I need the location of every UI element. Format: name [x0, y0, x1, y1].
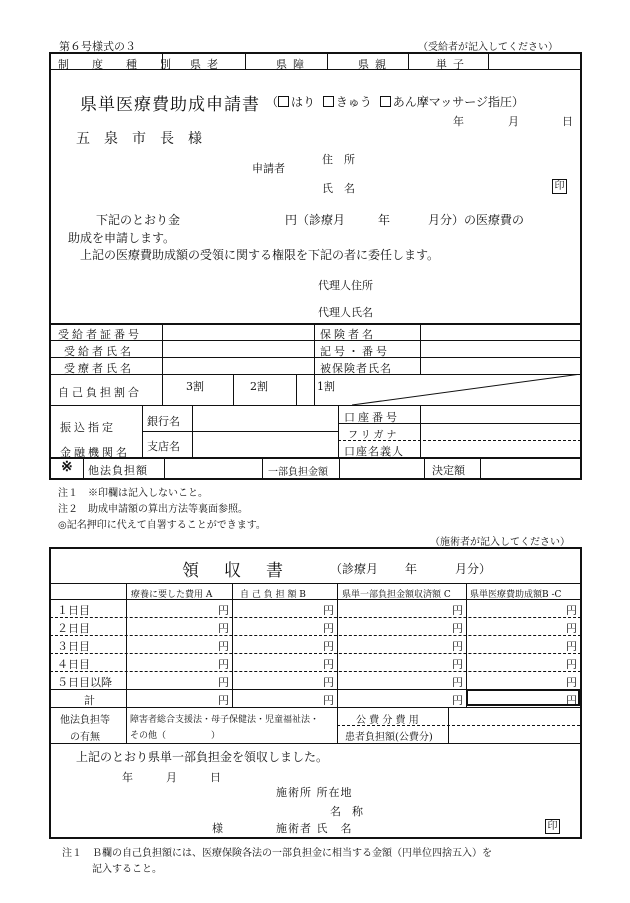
apply-line: 助成を申請します。	[68, 231, 176, 245]
yen-unit[interactable]: 円	[218, 640, 229, 653]
applicant-label: 申請者	[252, 162, 285, 175]
note-3: ◎記名押印に代えて自署することができます。	[58, 520, 266, 531]
other-law-desc-2[interactable]: その他（ ）	[130, 731, 221, 741]
col-c-header: 県単一部負担金額収済額 C	[342, 590, 451, 600]
receipt-date-month: 月	[166, 771, 177, 784]
receipt-title: 領 収 書	[182, 561, 287, 581]
system-type-label: 制 度 種 別	[58, 58, 177, 71]
yen-unit[interactable]: 円	[566, 694, 577, 707]
yen-unit[interactable]: 円	[323, 604, 334, 617]
insurer-label: 保険者名	[320, 328, 376, 341]
addressee: 五 泉 市 長 様	[76, 131, 202, 147]
system-option-kenshin[interactable]: 県親	[358, 58, 392, 71]
note-1: 注１ ※印欄は記入しないこと。	[58, 488, 208, 499]
option-kyu: きゅう	[335, 95, 372, 109]
col-bc-header: 県単医療費助成額B -C	[470, 590, 562, 600]
row-label-4: ４日目	[57, 658, 90, 671]
applicant-address-label: 住 所	[322, 153, 355, 166]
yen-unit[interactable]: 円	[452, 676, 463, 689]
receipt-period-c: 月分）	[455, 562, 492, 576]
date-year: 年	[453, 115, 464, 128]
amount-line-b: 円（診療月	[285, 213, 346, 227]
other-law-label-1: 他法負担等	[60, 715, 110, 726]
date-month: 月	[508, 115, 519, 128]
yen-unit[interactable]: 円	[323, 658, 334, 671]
yen-unit[interactable]: 円	[218, 694, 229, 707]
row-divider	[50, 617, 581, 618]
account-number-label: 口座番号	[344, 411, 400, 424]
treatment-type-options: （ はり きゅう あん摩マッサージ指圧）	[266, 95, 524, 109]
row-label-6: 計	[84, 694, 95, 707]
amount-line-d: 月分）の医療費の	[428, 213, 525, 227]
checkbox-anma[interactable]	[380, 96, 391, 107]
yen-unit[interactable]: 円	[218, 622, 229, 635]
other-burden-label: 他法負担額	[88, 464, 148, 477]
insured-name-label: 被保険者氏名	[320, 362, 392, 375]
row-label-5: ５日目以降	[57, 676, 112, 689]
application-form	[49, 52, 582, 480]
office-name-label: 名 称	[330, 805, 363, 818]
agent-name-label: 代理人氏名	[318, 306, 373, 319]
yen-unit[interactable]: 円	[566, 658, 577, 671]
row-divider	[50, 671, 581, 672]
yen-unit[interactable]: 円	[218, 676, 229, 689]
row-label-1: １日目	[57, 604, 90, 617]
row-divider	[50, 653, 581, 654]
yen-unit[interactable]: 円	[566, 604, 577, 617]
yen-unit[interactable]: 円	[323, 622, 334, 635]
receipt-date-day: 日	[210, 771, 221, 784]
checkbox-hari[interactable]	[278, 96, 289, 107]
form-title: 県単医療費助成申請書	[80, 95, 260, 115]
cert-number-label: 受給者証番号	[58, 328, 142, 341]
copay-3wari[interactable]: 3割	[186, 380, 204, 393]
yen-unit[interactable]: 円	[323, 694, 334, 707]
yen-unit[interactable]: 円	[218, 604, 229, 617]
patient-name-label: 受療者氏名	[64, 362, 134, 375]
receipt-date-year: 年	[122, 771, 133, 784]
option-anma: あん摩マッサージ指圧	[392, 95, 512, 109]
applicant-name-label: 氏 名	[322, 182, 355, 195]
copay-2wari[interactable]: 2割	[250, 380, 268, 393]
recipient-name-label: 受給者氏名	[64, 345, 134, 358]
public-cost-label: 公 費 分 費 用	[356, 715, 419, 726]
copay-1wari[interactable]: 1割	[317, 380, 335, 393]
total-subsidy-cell[interactable]	[466, 689, 580, 706]
practitioner-instruction: （施術者が記入してください）	[430, 537, 570, 548]
col-b-header: 自 己 負 担 額 B	[240, 590, 306, 600]
delegation-line: 上記の医療費助成額の受領に関する権限を下記の者に委任します。	[80, 248, 440, 262]
copay-label: 自己負担割合	[58, 386, 142, 399]
practitioner-name-label: 施術者 氏 名	[276, 822, 353, 835]
yen-unit[interactable]: 円	[452, 604, 463, 617]
furigana-label: フリガナ	[348, 430, 400, 441]
other-law-label-2: の有無	[70, 732, 100, 743]
date-day: 日	[562, 115, 573, 128]
footnote-1: 注１ Ｂ欄の自己負担額には、医療保険各法の一部負担金に相当する金額（円単位四捨五入）を	[62, 848, 492, 859]
note-2: 注２ 助成申請額の算出方法等裏面参照。	[58, 504, 248, 515]
row-label-3: ３日目	[57, 640, 90, 653]
other-law-desc-1: 障害者総合支援法・母子保健法・児童福祉法・	[130, 715, 320, 725]
yen-unit[interactable]: 円	[323, 676, 334, 689]
yen-unit[interactable]: 円	[452, 658, 463, 671]
sama-label: 様	[212, 822, 223, 835]
form-number: 第６号様式の３	[59, 40, 136, 53]
applicant-instruction: （受給者が記入してください）	[418, 42, 558, 53]
symbol-number-label: 記号・番号	[320, 345, 390, 358]
system-option-kensho[interactable]: 県障	[276, 58, 310, 71]
amount-line-c: 年	[378, 213, 391, 227]
copay-strike-line	[352, 374, 581, 405]
bank-name-label: 銀行名	[147, 415, 180, 428]
account-holder-label: 口座名義人	[344, 445, 404, 458]
branch-name-label: 支店名	[147, 440, 180, 453]
yen-unit[interactable]: 円	[566, 640, 577, 653]
yen-unit[interactable]: 円	[323, 640, 334, 653]
amount-line-a: 下記のとおり金	[96, 213, 181, 227]
footnote-2: 記入すること。	[92, 864, 162, 875]
transfer-label: 振込指定	[60, 421, 116, 434]
agent-address-label: 代理人住所	[318, 279, 373, 292]
system-option-tanshi[interactable]: 単子	[436, 58, 470, 71]
office-address-label: 施術所 所在地	[276, 786, 353, 799]
yen-unit[interactable]: 円	[452, 694, 463, 707]
system-option-kenro[interactable]: 県老	[190, 58, 224, 71]
yen-unit[interactable]: 円	[452, 622, 463, 635]
partial-burden-label: 一部負担金額	[268, 467, 328, 478]
yen-unit[interactable]: 円	[452, 640, 463, 653]
yen-unit[interactable]: 円	[566, 622, 577, 635]
col-a-header: 療養に要した費用 A	[131, 590, 213, 600]
receipt-period-b: 年	[405, 562, 418, 576]
yen-unit[interactable]: 円	[218, 658, 229, 671]
applicant-seal: 印	[552, 179, 567, 194]
received-statement: 上記のとおり県単一部負担金を領収しました。	[76, 750, 329, 764]
office-use-mark: ※	[61, 459, 73, 475]
yen-unit[interactable]: 円	[566, 676, 577, 689]
row-label-2: ２日目	[57, 622, 90, 635]
practitioner-seal: 印	[545, 819, 560, 834]
decision-label: 決定額	[432, 464, 465, 477]
receipt-period-a: （診療月	[330, 562, 379, 576]
option-hari: はり	[291, 95, 316, 109]
checkbox-kyu[interactable]	[323, 96, 334, 107]
patient-public-label: 患者負担額(公費分)	[345, 732, 433, 743]
row-divider	[50, 635, 581, 636]
institution-label: 金融機関名	[60, 446, 130, 459]
